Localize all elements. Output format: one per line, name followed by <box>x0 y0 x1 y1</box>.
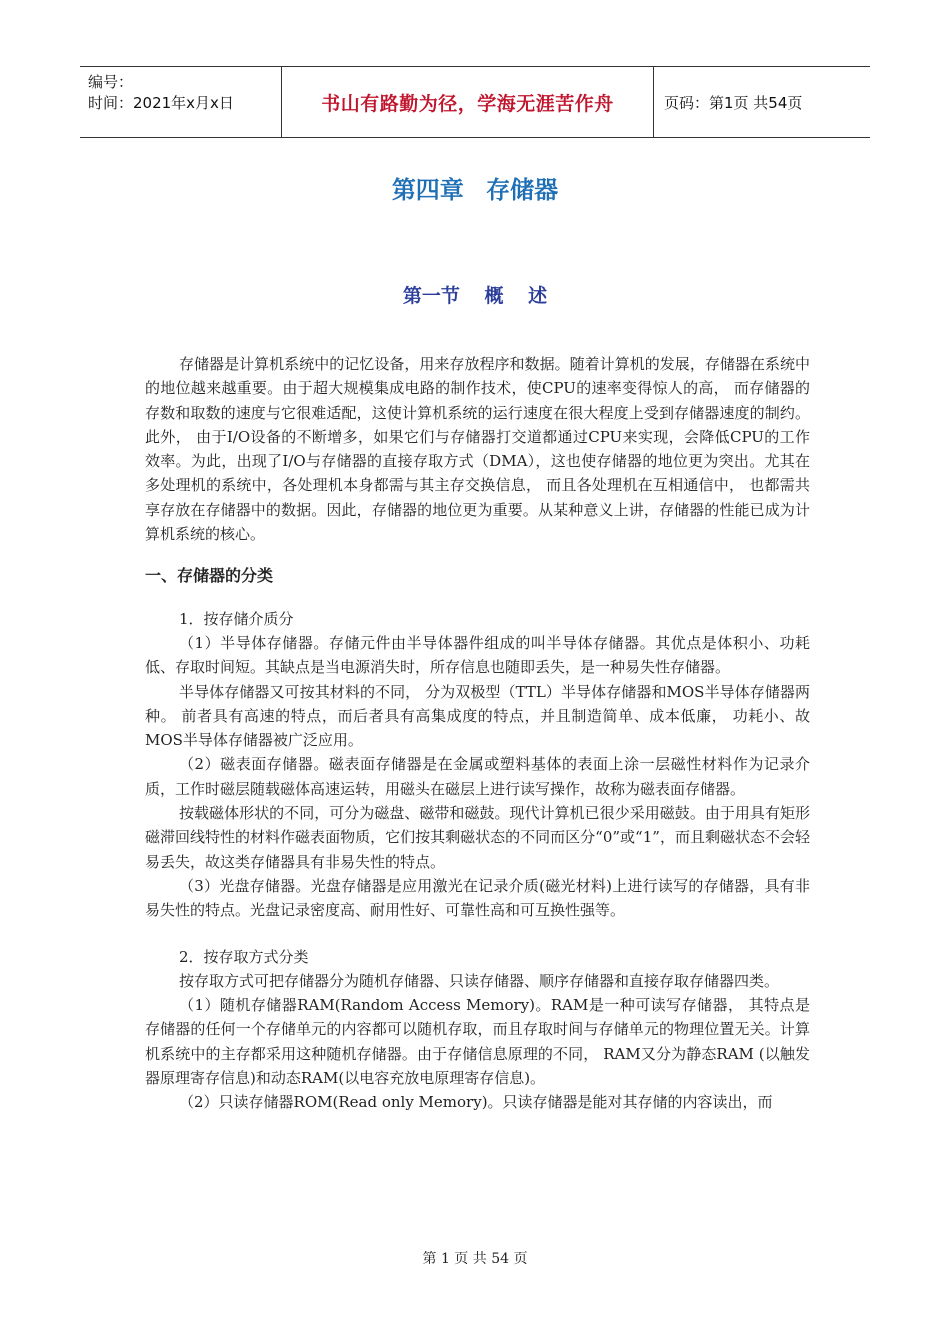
chapter-title: 第四章 存储器 <box>391 176 559 204</box>
document-date: 时间：2021年x月x日 <box>88 94 234 112</box>
paragraph-semiconductor-types: 半导体存储器又可按其材料的不同， 分为双极型（TTL）半导体存储器和MOS半导体存储器两种。 前者具有高速的特点，而后者具有高集成度的特点，并且制造简单、成本低廉， 功耗小、故MOS半导体存储器被广泛应用。 <box>145 682 810 750</box>
paragraph-rom: （2）只读存储器ROM(Read only Memory)。只读存储器是能对其存储的内容读出，而 <box>179 1093 773 1112</box>
header-page-code: 页码：第1页 共54页 <box>664 93 803 112</box>
document-body <box>145 352 810 1115</box>
document-number: 编号： <box>88 73 134 91</box>
intro-paragraph: 存储器是计算机系统中的记忆设备，用来存放程序和数据。随着计算机的发展，存储器在系统中的地位越来越重要。由于超大规模集成电路的制作技术，使CPU的速率变得惊人的高， 而存储器的存数和取数的速度与它很难适配，这使计算机系统的运行速度在很大程度上受到存储器速度的制约。此外， 由于I/O设备的不断增多，如果它们与存储器打交道都通过CPU来实现，会降低CPU的工作效率。为此，出现了I/O与存储器的直接存取方式（DMA），这也使存储器的地位更为突出。尤其在多处理机的系统中，各处理机本身都需与其主存交换信息， 而且各处理机在互相通信中， 也都需共享存放在存储器中的数据。因此，存储器的地位更为重要。从某种意义上讲，存储器的性能已成为计算机系统的核心。 <box>145 355 810 544</box>
header-table <box>80 66 870 138</box>
subheading-by-access: 2．按存取方式分类 <box>179 947 309 966</box>
header-motto: 书山有路勤为径，学海无涯苦作舟 <box>282 67 654 137</box>
subheading-by-medium: 1．按存储介质分 <box>179 609 294 628</box>
paragraph-magnetic-types: 按载磁体形状的不同，可分为磁盘、磁带和磁鼓。现代计算机已很少采用磁鼓。由于用具有矩形磁滞回线特性的材料作磁表面物质，它们按其剩磁状态的不同而区分“0”或“1”，而且剩磁状态不会轻易丢失，故这类存储器具有非易失性的特点。 <box>145 804 810 871</box>
heading-classification: 一、存储器的分类 <box>145 566 274 586</box>
paragraph-ram: （1）随机存储器RAM(Random Access Memory)。RAM是一种可读写存储器， 其特点是存储器的任何一个存储单元的内容都可以随机存取，而且存取时间与存储单元的物理位置无关。计算机系统中的主存都采用这种随机存储器。由于存储信息原理的不同， RAM又分为静态RAM (以触发器原理寄存信息)和动态RAM(以电容充放电原理寄存信息)。 <box>145 996 810 1088</box>
paragraph-semiconductor: （1）半导体存储器。存储元件由半导体器件组成的叫半导体存储器。其优点是体积小、功耗低、存取时间短。其缺点是当电源消失时，所存信息也随即丢失，是一种易失性存储器。 <box>145 633 810 677</box>
header-info-cell <box>80 67 282 137</box>
paragraph-access: 按存取方式可把存储器分为随机存储器、只读存储器、顺序存储器和直接存取存储器四类。 <box>179 971 780 990</box>
paragraph-optical: （3）光盘存储器。光盘存储器是应用激光在记录介质(磁光材料)上进行读写的存储器，具有非易失性的特点。光盘记录密度高、耐用性好、可靠性高和可互换性强等。 <box>145 876 810 920</box>
section-title: 第一节 概 述 <box>402 285 548 307</box>
paragraph-magnetic: （2）磁表面存储器。磁表面存储器是在金属或塑料基体的表面上涂一层磁性材料作为记录介质，工作时磁层随载磁体高速运转，用磁头在磁层上进行读写操作，故称为磁表面存储器。 <box>145 755 810 798</box>
page-footer: 第 1 页 共 54 页 <box>422 1251 528 1267</box>
